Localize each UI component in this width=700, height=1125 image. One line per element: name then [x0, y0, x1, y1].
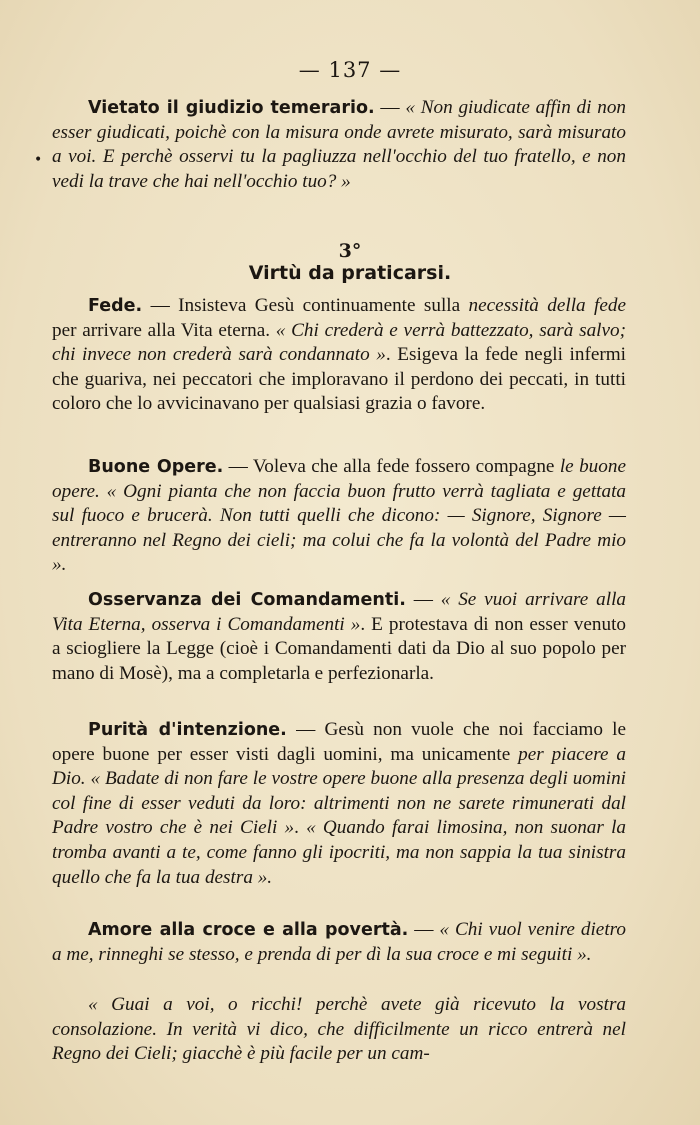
paragraph-opere — [52, 455, 626, 578]
section-number: 3° — [338, 240, 362, 262]
heading-opere: Buone Opere. — [88, 457, 224, 477]
quote-osservanza: « Se vuoi arrivare alla Vita Eterna, osserva i Comandamenti » — [52, 589, 627, 635]
heading-osservanza: Osservanza dei Comandamenti. — [88, 590, 406, 610]
paragraph-fede — [52, 294, 626, 417]
heading-vietato: Vietato il giudizio temerario. — [88, 98, 375, 118]
quote-amore: « Chi vuol venire dietro a me, rinneghi se stesso, e prenda di per dì la sua croce e mi seguiti ». — [52, 919, 627, 965]
text: . — [294, 817, 307, 839]
paragraph-osservanza — [52, 588, 626, 686]
text: . E protestava di non esser venuto a sciogliere la Legge (cioè i Comandamenti dati da Dio al suo popolo per mano di Mosè), ma a completarla e perfezionarla. — [52, 613, 626, 684]
heading-fede: Fede. — [88, 296, 143, 316]
quote-fede: « Chi crederà e verrà battezzato, sarà salvo; chi invece non crederà sarà condannato » — [52, 319, 626, 366]
quote-limosina: « Quando farai limosina, non suonar la tromba avanti a te, come fanno gli ipocriti, ma non sappia la tua sinistra quello che fa la tua destra ». — [52, 817, 626, 888]
text: — — [405, 589, 441, 610]
margin-mark: • — [34, 152, 43, 168]
text: — — [408, 919, 440, 940]
text: — — [374, 97, 406, 118]
text: — Voleva che alla fede fossero compagne — [223, 456, 560, 477]
paragraph-guai — [52, 993, 626, 1067]
paragraph-amore — [52, 918, 626, 967]
paragraph-purita — [52, 718, 626, 890]
text: per arrivare alla Vita eterna. — [52, 319, 276, 341]
quote-guai: « Guai a voi, o ricchi! perchè avete già ricevuto la vostra consolazione. In verità vi dico, che difficilmente un ricco entrerà nel Regno dei Cieli; giacchè è più facile per un cam- — [52, 994, 626, 1065]
italic-text: necessità della fede — [468, 295, 626, 316]
text: . Esigeva la fede negli infermi che guariva, nei peccatori che imploravano il perdono dei peccati, in tutti coloro che lo avvicinavano per qualsiasi grazia o favore. — [52, 344, 626, 415]
quote-purita: per piacere a Dio. « Badate di non fare le vostre opere buone alla presenza degli uomini col fine di esser veduti da loro: altrimenti non ne sarete rimunerati dal Padre vostro che è nei Cieli » — [52, 743, 626, 839]
heading-amore: Amore alla croce e alla povertà. — [88, 920, 409, 940]
heading-purita: Purità d'intenzione. — [88, 720, 287, 740]
section-title: Virtù da praticarsi. — [248, 262, 452, 284]
page-number: — 137 — — [298, 58, 402, 82]
quote-opere: le buone opere. « Ogni pianta che non faccia buon frutto verrà tagliata e gettata sul fuoco e brucerà. Non tutti quelli che dicono: — Signore, Signore — entreranno nel Regno dei cieli; ma colui che fa la volontà del Padre mio ». — [52, 456, 626, 576]
quote-vietato: « Non giudicate affin di non esser giudicati, poichè con la misura onde avrete misurato, sarà misurato a voi. E perchè osservi tu la pagliuzza nell'occhio del tuo fratello, e non vedi la trave che hai nell'occhio tuo? » — [52, 97, 627, 192]
text: — Gesù non vuole che noi facciamo le opere buone per esser visti dagli uomini, ma unicamente — [52, 719, 627, 765]
text: — Insisteva Gesù continuamente sulla — [142, 295, 469, 316]
paragraph-vietato — [52, 96, 626, 194]
